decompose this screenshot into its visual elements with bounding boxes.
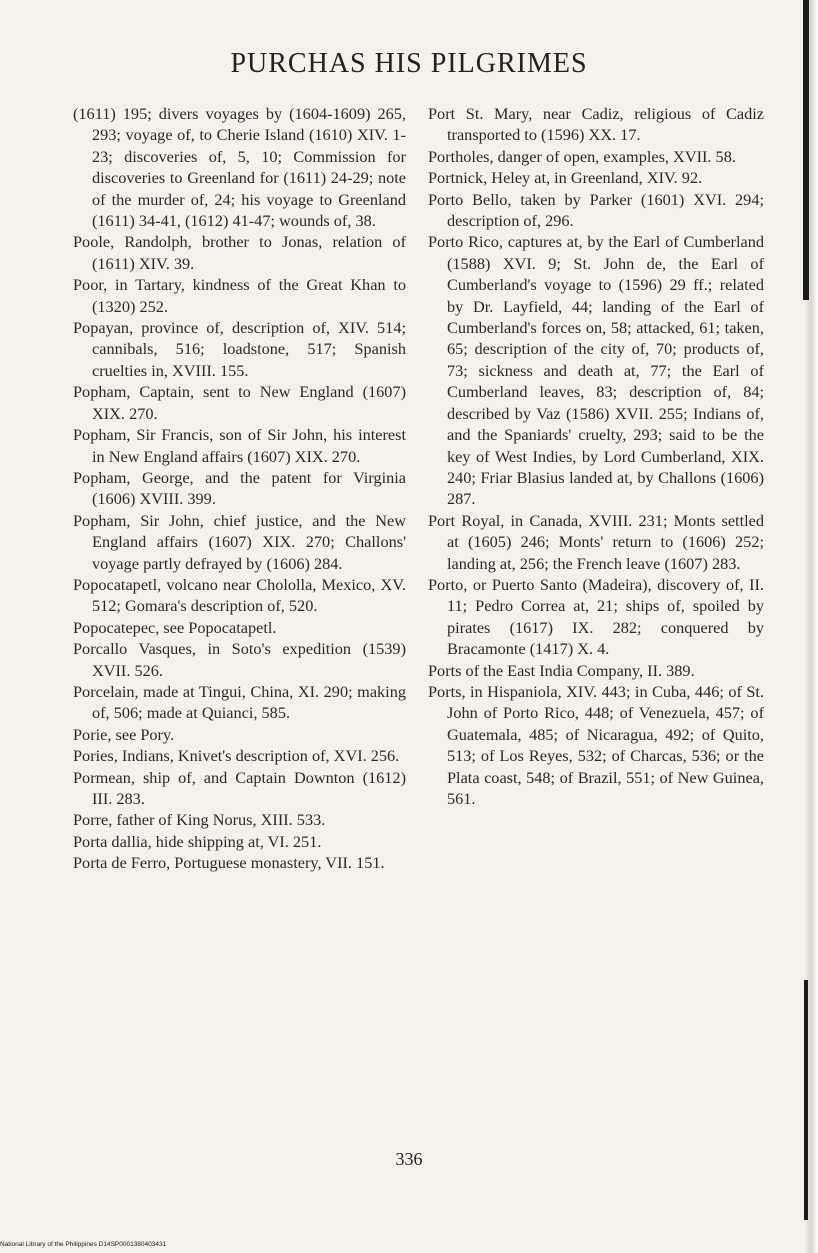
binding-line-upper: [803, 0, 809, 300]
index-entry: Port Royal, in Canada, XVIII. 231; Monts settled at (1605) 246; Monts' return to (1606) 252; landing at, 256; the French leave (1607) 283.: [428, 510, 764, 573]
binding-line-lower: [804, 980, 808, 1220]
index-entry: Poor, in Tartary, kindness of the Great Khan to (1320) 252.: [73, 275, 406, 316]
library-footer: National Library of the Philippines D14SP0001380403431: [0, 1241, 167, 1248]
index-entry: Port St. Mary, near Cadiz, religious of Cadiz transported to (1596) XX. 17.: [428, 104, 764, 145]
index-entry: Porre, father of King Norus, XIII. 533.: [73, 810, 326, 830]
page-number: 336: [395, 1149, 423, 1169]
index-entry: Popham, Sir John, chief justice, and the New England affairs (1607) XIX. 270; Challons' voyage partly defrayed by (1606) 284.: [73, 510, 406, 573]
index-entry: Popham, Sir Francis, son of Sir John, his interest in New England affairs (1607) XIX. 270.: [73, 425, 406, 466]
index-entry: Porto Rico, captures at, by the Earl of Cumberland (1588) XVI. 9; St. John de, the Earl of Cumberland's voyage to (1596) 29 ff.; related by Dr. Layfield, 44; landing of the Earl of Cumberland's forces on, 58; attacked, 61; taken, 65; description of the city of, 70; products of, 73; sickness and death at, 77; the Earl of Cumberland leaves, 83; description of, 84; described by Vaz (1586) XVII. 255; Indians of, and the Spaniards' cruelty, 293; said to be the key of West Indies, by Lord Cumberland, XIX. 240; Friar Blasius landed at, by Challons (1606) 287.: [428, 232, 764, 509]
index-entry: Popocatepec, see Popocatapetl.: [73, 617, 277, 637]
index-entry: Pormean, ship of, and Captain Downton (1612) III. 283.: [73, 767, 406, 808]
left-column: [73, 103, 406, 874]
index-entry: Porta de Ferro, Portuguese monastery, VII. 151.: [73, 853, 385, 873]
index-entry: Portholes, danger of open, examples, XVII. 58.: [428, 146, 736, 166]
index-entry: Popham, George, and the patent for Virginia (1606) XVIII. 399.: [73, 467, 406, 509]
index-entry: Popayan, province of, description of, XIV. 514; cannibals, 516; loadstone, 517; Spanish cruelties in, XVIII. 155.: [73, 318, 406, 380]
index-entry: Porie, see Pory.: [73, 724, 175, 744]
index-entry: Porta dallia, hide shipping at, VI. 251.: [73, 831, 322, 851]
index-entry: Popham, Captain, sent to New England (1607) XIX. 270.: [73, 382, 406, 423]
index-entry: Poole, Randolph, brother to Jonas, relation of (1611) XIV. 39.: [73, 232, 406, 273]
index-entry: Ports, in Hispaniola, XIV. 443; in Cuba, 446; of St. John of Porto Rico, 448; of Venezuela, 457; of Guatemala, 485; of Nicaragua, 492; of Quito, 513; of Los Reyes, 532; of Charcas, 536; or the Plata coast, 548; of Brazil, 551; of New Guinea, 561.: [428, 681, 764, 808]
index-entry: Pories, Indians, Knivet's description of, XVI. 256.: [73, 746, 400, 766]
index-entry: Porto, or Puerto Santo (Madeira), discovery of, II. 11; Pedro Correa at, 21; ships of, spoiled by pirates (1617) IX. 282; conquered by Bracamonte (1417) X. 4.: [428, 574, 764, 659]
index-entry: Portnick, Heley at, in Greenland, XIV. 92.: [428, 168, 703, 188]
index-entry: (1611) 195; divers voyages by (1604-1609) 265, 293; voyage of, to Cherie Island (1610) XIV. 1-23; discoveries of, 5, 10; Commission for discoveries to Greenland for (1611) 24-29; note of the murder of, 24; his voyage to Greenland (1611) 34-41, (1612) 41-47; wounds of, 38.: [73, 104, 406, 231]
index-entry: Porcelain, made at Tingui, China, XI. 290; making of, 506; made at Quianci, 585.: [73, 681, 406, 723]
index-entry: Ports of the East India Company, II. 389.: [428, 660, 695, 680]
index-entry: Popocatapetl, volcano near Chololla, Mexico, XV. 512; Gomara's description of, 520.: [73, 574, 406, 616]
right-column: [428, 103, 764, 809]
page-header: PURCHAS HIS PILGRIMES: [230, 48, 588, 79]
index-entry: Porcallo Vasques, in Soto's expedition (1539) XVII. 526.: [73, 639, 406, 680]
index-entry: Porto Bello, taken by Parker (1601) XVI. 294; description of, 296.: [428, 189, 764, 231]
